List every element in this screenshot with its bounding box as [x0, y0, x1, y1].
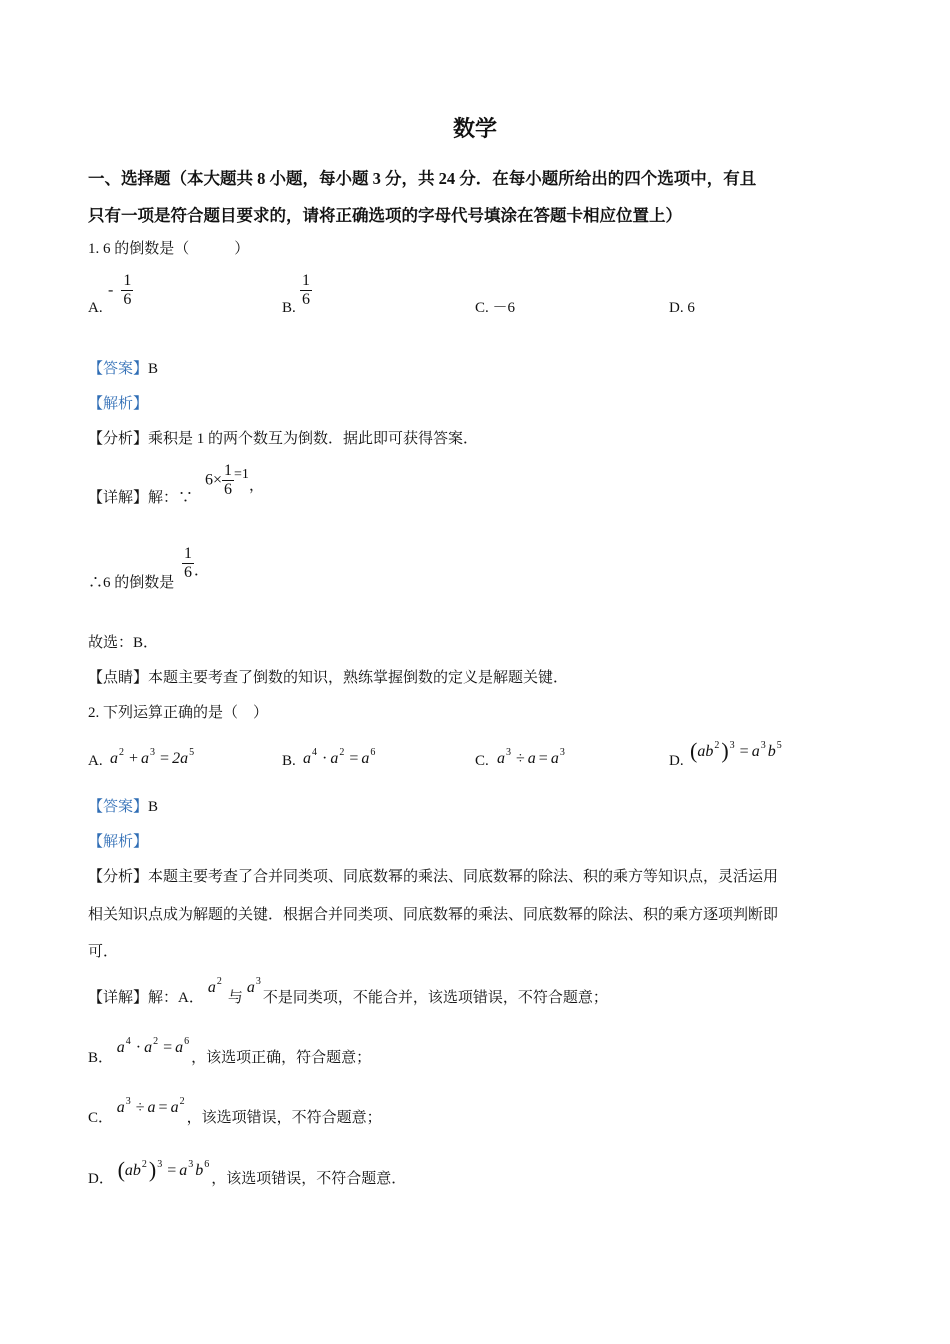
- dot-sign: ·: [322, 750, 328, 767]
- q2-fenxi-line-3: 可．: [88, 944, 119, 960]
- equals-sign: =: [163, 1039, 173, 1056]
- q1-stem: 1. 6 的倒数是（ ）: [88, 241, 250, 257]
- q1-option-b-fraction: [300, 272, 312, 309]
- exp: 6: [370, 747, 376, 758]
- equals-sign: =: [167, 1162, 177, 1179]
- q2-fenxi-line-1: 【分析】本题主要考查了合并同类项、同底数幂的乘法、同底数幂的除法、积的乘方等知识点，灵活运用: [88, 869, 779, 885]
- q1-option-a-fraction: [121, 272, 133, 309]
- equals-sign: =: [160, 750, 170, 767]
- plus-sign: +: [129, 750, 139, 767]
- exp: 5: [776, 740, 782, 751]
- detail-c-expr: [116, 1096, 187, 1116]
- answer-value: B: [148, 361, 159, 377]
- fraction-denominator: 6: [123, 291, 132, 308]
- right-paren: ): [721, 738, 729, 763]
- q1-option-a-label: A.: [88, 300, 103, 316]
- detail-b-text: ，该选项正确，符合题意；: [191, 1050, 372, 1066]
- var-a: a: [175, 1039, 184, 1056]
- left-paren: (: [117, 1157, 125, 1182]
- var-a: a: [697, 743, 706, 760]
- exp: 4: [125, 1036, 131, 1047]
- dot-sign: ·: [135, 1039, 142, 1056]
- equals-sign: =: [158, 1099, 168, 1116]
- q2-detail-b: [88, 1036, 372, 1070]
- exp: 3: [559, 747, 565, 758]
- exp: 6: [204, 1159, 210, 1170]
- fraction-numerator: 1: [302, 272, 310, 289]
- q1-therefore-fraction: [182, 545, 209, 582]
- q1-option-a-sign: -: [108, 281, 114, 299]
- therefore-fraction: [182, 545, 194, 582]
- var-a: a: [550, 750, 559, 767]
- exp: 2: [153, 1036, 159, 1047]
- exp: 2: [141, 1159, 147, 1170]
- detail-c-text: ，该选项错误，不符合题意；: [186, 1110, 382, 1126]
- page-title: 数学: [452, 116, 497, 141]
- exp: 2: [179, 1096, 185, 1107]
- q1-analysis-tag: 【解析】: [88, 396, 149, 412]
- detail-d-expr: [117, 1157, 212, 1182]
- q1-option-a-expr: [108, 272, 133, 309]
- exp: 3: [506, 747, 511, 758]
- q2-analysis-tag: 【解析】: [88, 834, 149, 850]
- var-a: a: [207, 979, 216, 996]
- q1-therefore: ∴6 的倒数是: [88, 575, 175, 591]
- section-heading-line-2: 只有一项是符合题目要求的，请将正确选项的字母代号填涂在答题卡相应位置上）: [88, 206, 682, 225]
- q2-option-a-label: A.: [88, 753, 103, 769]
- detail-comma: ，: [248, 478, 264, 495]
- q2-option-d-expr: [690, 738, 784, 764]
- var-a: a: [116, 1039, 125, 1056]
- q2-detail-d: [88, 1157, 407, 1191]
- exp: 3: [729, 740, 735, 751]
- exp: 2: [339, 747, 345, 758]
- times-sign: ×: [213, 471, 223, 489]
- period: ．: [194, 563, 210, 580]
- left-paren: (: [690, 738, 698, 763]
- exp: 3: [125, 1096, 131, 1107]
- q1-option-d: D. 6: [669, 300, 695, 316]
- var-a: a: [361, 750, 370, 767]
- coefficient: 2: [172, 750, 181, 767]
- q1-option-b-label: B.: [282, 300, 296, 316]
- exp: 3: [760, 740, 766, 751]
- detail-b-expr: [116, 1036, 191, 1056]
- detail-six: 6: [205, 471, 213, 489]
- exp: 3: [150, 747, 156, 758]
- exp: 2: [119, 747, 124, 758]
- detail-c-label: C．: [88, 1110, 114, 1126]
- var-a: a: [110, 750, 118, 767]
- exp: 3: [255, 976, 261, 987]
- q1-answer: [88, 359, 158, 379]
- exp: 6: [184, 1036, 190, 1047]
- detail-a-text: 不是同类项，不能合并，该选项错误，不符合题意；: [262, 990, 608, 1006]
- exp: 2: [714, 740, 720, 751]
- q2-option-c-label: C.: [475, 753, 489, 769]
- q1-detail-prefix: 【详解】解：∵: [88, 490, 194, 506]
- section-heading-line-1: 一、选择题（本大题共 8 小题，每小题 3 分，共 24 分．在每小题所给出的四个选项中，有且: [88, 169, 757, 188]
- var-b: b: [767, 743, 776, 760]
- var-a: a: [497, 750, 505, 767]
- exp: 5: [189, 747, 195, 758]
- q1-fenxi: 【分析】乘积是 1 的两个数互为倒数．据此即可获得答案．: [88, 431, 479, 447]
- var-a: a: [180, 750, 189, 767]
- detail-b-label: B．: [88, 1050, 114, 1066]
- exp: 4: [312, 747, 317, 758]
- detail-d-label: D．: [88, 1171, 114, 1187]
- var-b: b: [705, 743, 714, 760]
- exp: 2: [216, 976, 222, 987]
- q2-option-b-expr: [303, 747, 377, 768]
- var-b: b: [195, 1162, 204, 1179]
- var-a: a: [116, 1099, 125, 1116]
- fraction-denominator: 6: [224, 481, 233, 498]
- q1-option-c: C. －6: [475, 300, 516, 316]
- q2-option-b-label: B.: [282, 753, 296, 769]
- q2-answer: [88, 797, 158, 817]
- q2-option-a-expr: [110, 747, 196, 768]
- equals-sign: =: [739, 743, 749, 760]
- equals-sign: =: [349, 750, 359, 767]
- q2-stem: 2. 下列运算正确的是（ ）: [88, 705, 269, 721]
- answer-tag: 【答案】: [88, 799, 149, 815]
- var-a: a: [124, 1162, 133, 1179]
- var-b: b: [132, 1162, 141, 1179]
- var-a: a: [330, 750, 339, 767]
- var-a: a: [751, 743, 760, 760]
- q2-option-c-expr: [497, 747, 567, 768]
- detail-d-text: ，该选项错误，不符合题意．: [211, 1171, 407, 1187]
- divide-sign: ÷: [135, 1099, 145, 1116]
- var-a: a: [144, 1039, 153, 1056]
- q2-fenxi-line-2: 相关知识点成为解题的关键．根据合并同类项、同底数幂的乘法、同底数幂的除法、积的乘方逐项判断即: [88, 907, 779, 923]
- var-a: a: [141, 750, 150, 767]
- exp: 3: [157, 1159, 163, 1170]
- q1-choose: 故选：B．: [88, 635, 159, 651]
- fraction-numerator: 1: [123, 272, 132, 289]
- answer-value: B: [148, 799, 159, 815]
- q2-detail-a: [88, 976, 608, 1010]
- var-a: a: [147, 1099, 156, 1116]
- fraction-numerator: 1: [184, 545, 192, 562]
- q1-detail-expr: [205, 462, 264, 499]
- fraction-denominator: 6: [184, 564, 192, 581]
- equals-sign: =: [538, 750, 548, 767]
- divide-sign: ÷: [516, 750, 525, 767]
- conj-yu: 与: [227, 990, 243, 1006]
- q1-option-b-expr: [300, 272, 312, 309]
- q2-option-d-label: D.: [669, 753, 684, 769]
- var-a: a: [179, 1162, 188, 1179]
- fraction-denominator: 6: [302, 291, 310, 308]
- right-paren: ): [148, 1157, 157, 1182]
- detail-fraction: [222, 462, 234, 499]
- exp: 3: [188, 1159, 194, 1170]
- var-a: a: [170, 1099, 179, 1116]
- var-a: a: [303, 750, 311, 767]
- q1-dianjing: 【点睛】本题主要考查了倒数的知识，熟练掌握倒数的定义是解题关键．: [88, 670, 569, 686]
- var-a: a: [527, 750, 536, 767]
- q2-detail-c: [88, 1096, 382, 1130]
- detail-prefix: 【详解】解：A．: [88, 990, 204, 1006]
- fraction-numerator: 1: [224, 462, 233, 479]
- detail-equals-one: =1: [234, 467, 249, 483]
- answer-tag: 【答案】: [88, 361, 149, 377]
- var-a: a: [246, 979, 255, 996]
